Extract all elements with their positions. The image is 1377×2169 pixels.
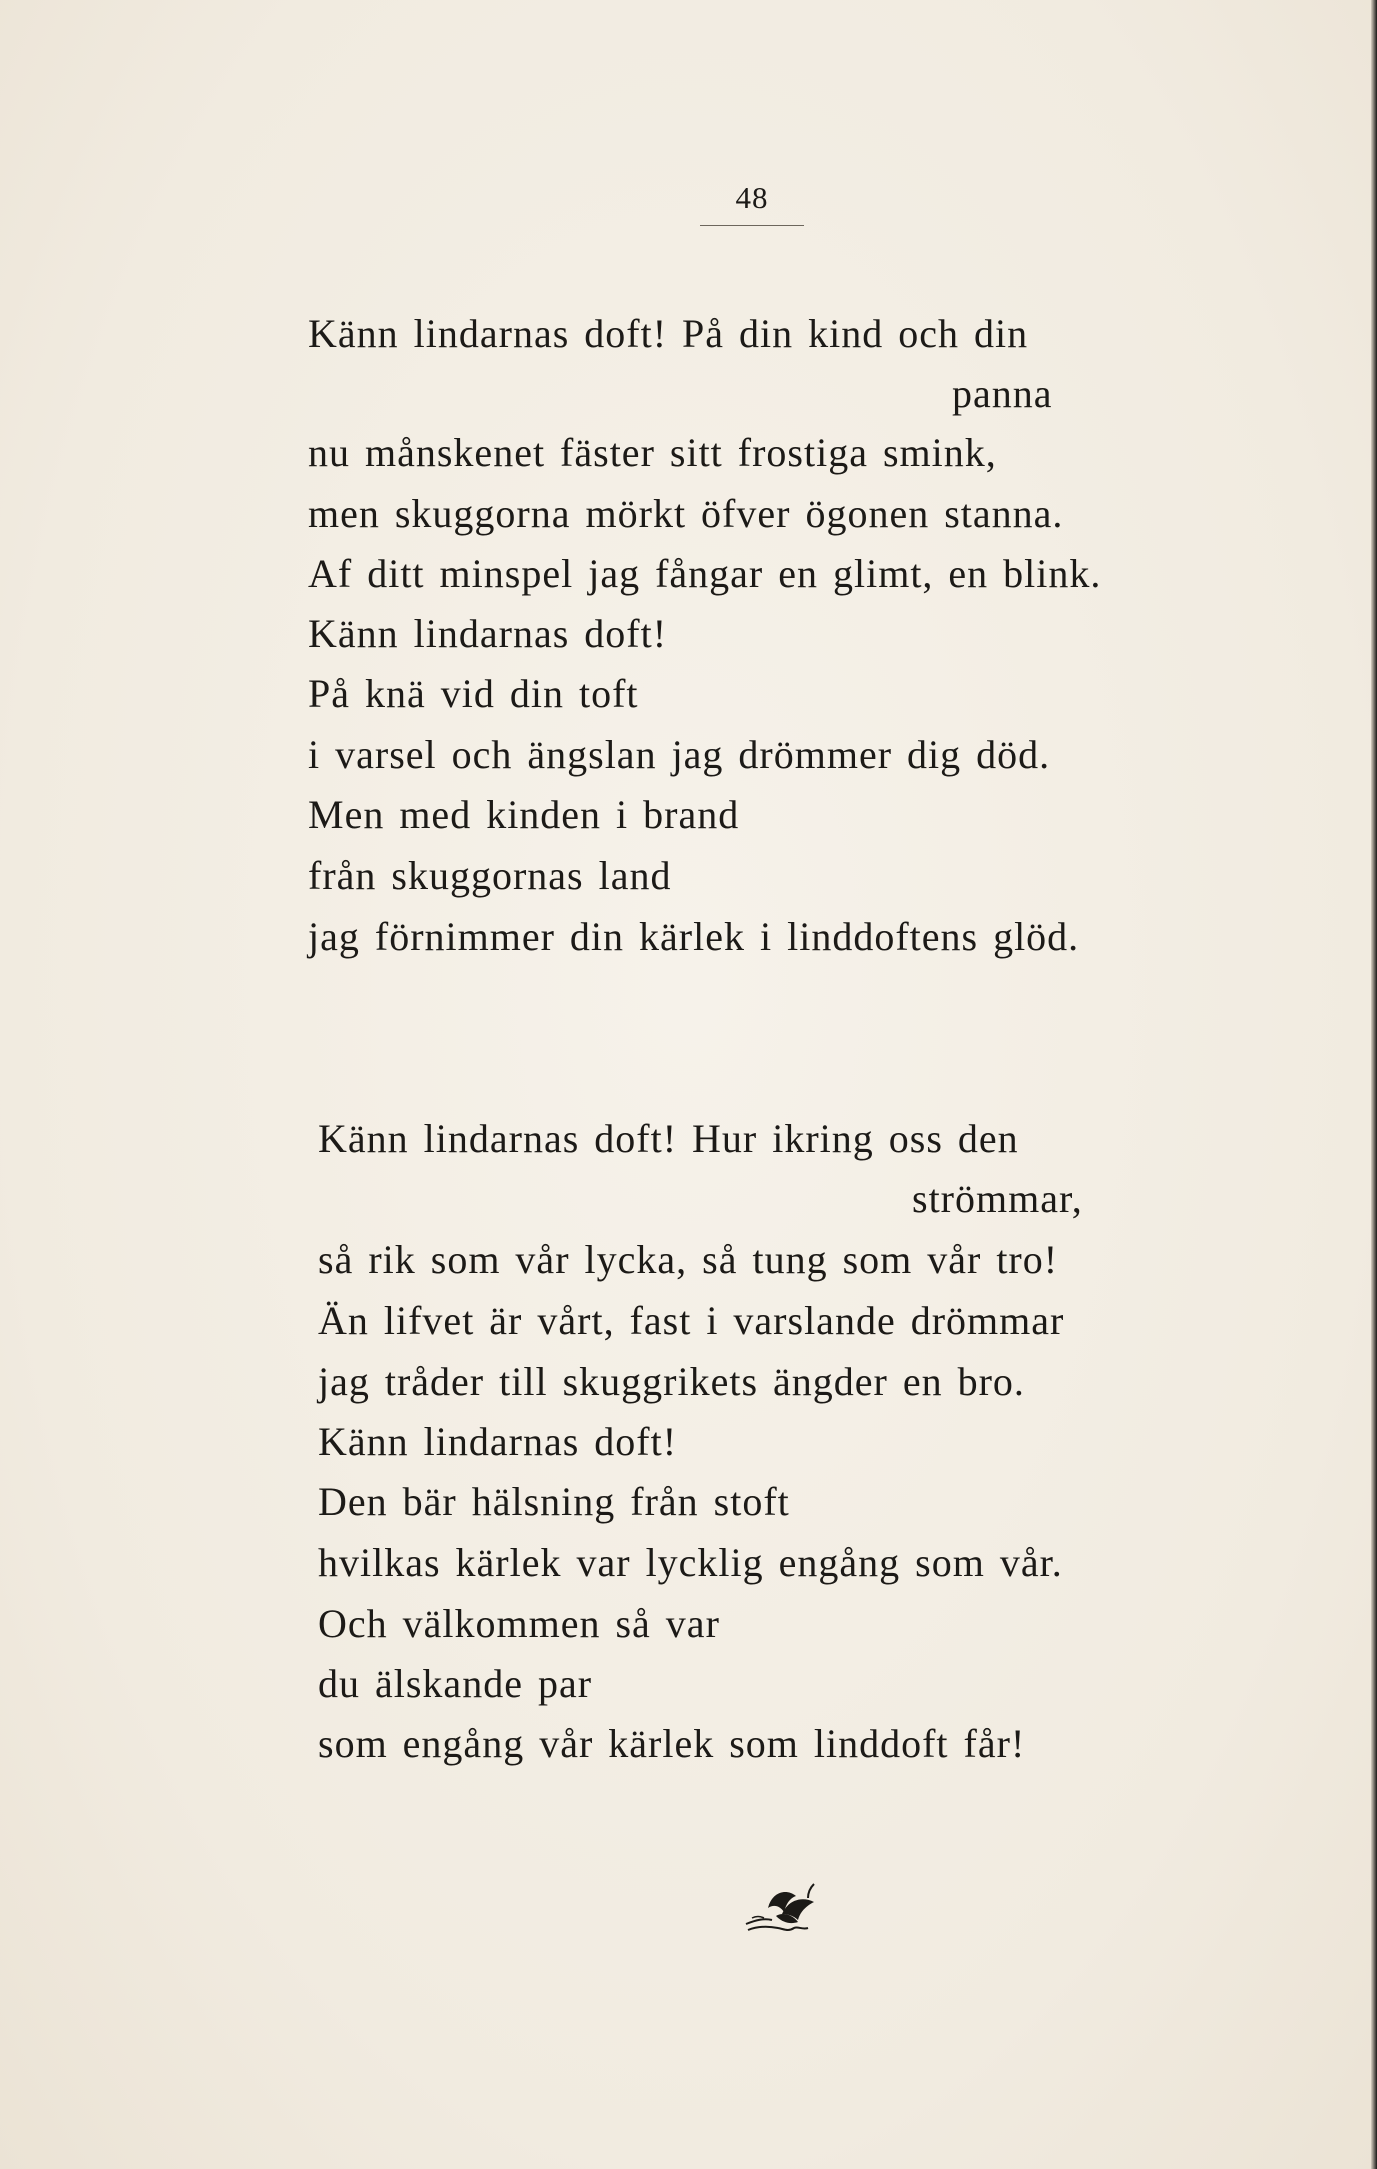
poem-line: Än lifvet är vårt, fast i varslande drömmar bbox=[318, 1298, 1065, 1343]
poem-line: Känn lindarnas doft! Hur ikring oss den bbox=[318, 1116, 1019, 1161]
page-number-rule bbox=[700, 225, 804, 226]
poem-line: På knä vid din toft bbox=[308, 671, 639, 716]
poem-line: du älskande par bbox=[318, 1661, 593, 1706]
page-number: 48 bbox=[735, 180, 769, 215]
poem-line: Af ditt minspel jag fångar en glimt, en blink. bbox=[308, 551, 1102, 596]
poem-line: Känn lindarnas doft! bbox=[318, 1419, 678, 1464]
poem-line: Men med kinden i brand bbox=[308, 792, 740, 837]
poem-line: jag förnimmer din kärlek i linddoftens glöd. bbox=[308, 914, 1080, 959]
page-edge bbox=[1371, 0, 1377, 2169]
poem-line: nu månskenet fäster sitt frostiga smink, bbox=[308, 430, 997, 475]
poem-line-continuation: strömmar, bbox=[912, 1176, 1083, 1221]
poem-line: jag tråder till skuggrikets ängder en bro. bbox=[318, 1359, 1025, 1404]
poem-line-continuation: panna bbox=[952, 371, 1053, 416]
poem-line: Och välkommen så var bbox=[318, 1601, 720, 1646]
poem-line: i varsel och ängslan jag drömmer dig död. bbox=[308, 732, 1051, 777]
poem-line: hvilkas kärlek var lycklig engång som vår. bbox=[318, 1540, 1063, 1585]
poem-line: Känn lindarnas doft! bbox=[308, 611, 668, 656]
poem-line: Känn lindarnas doft! På din kind och din bbox=[308, 311, 1029, 356]
poem-line: från skuggornas land bbox=[308, 853, 672, 898]
poem-line: Den bär hälsning från stoft bbox=[318, 1479, 790, 1524]
poem-line: men skuggorna mörkt öfver ögonen stanna. bbox=[308, 491, 1064, 536]
poem-line: så rik som vår lycka, så tung som vår tro! bbox=[318, 1237, 1059, 1282]
leaf-vignette-icon bbox=[738, 1878, 828, 1938]
poem-line: som engång vår kärlek som linddoft får! bbox=[318, 1721, 1026, 1766]
